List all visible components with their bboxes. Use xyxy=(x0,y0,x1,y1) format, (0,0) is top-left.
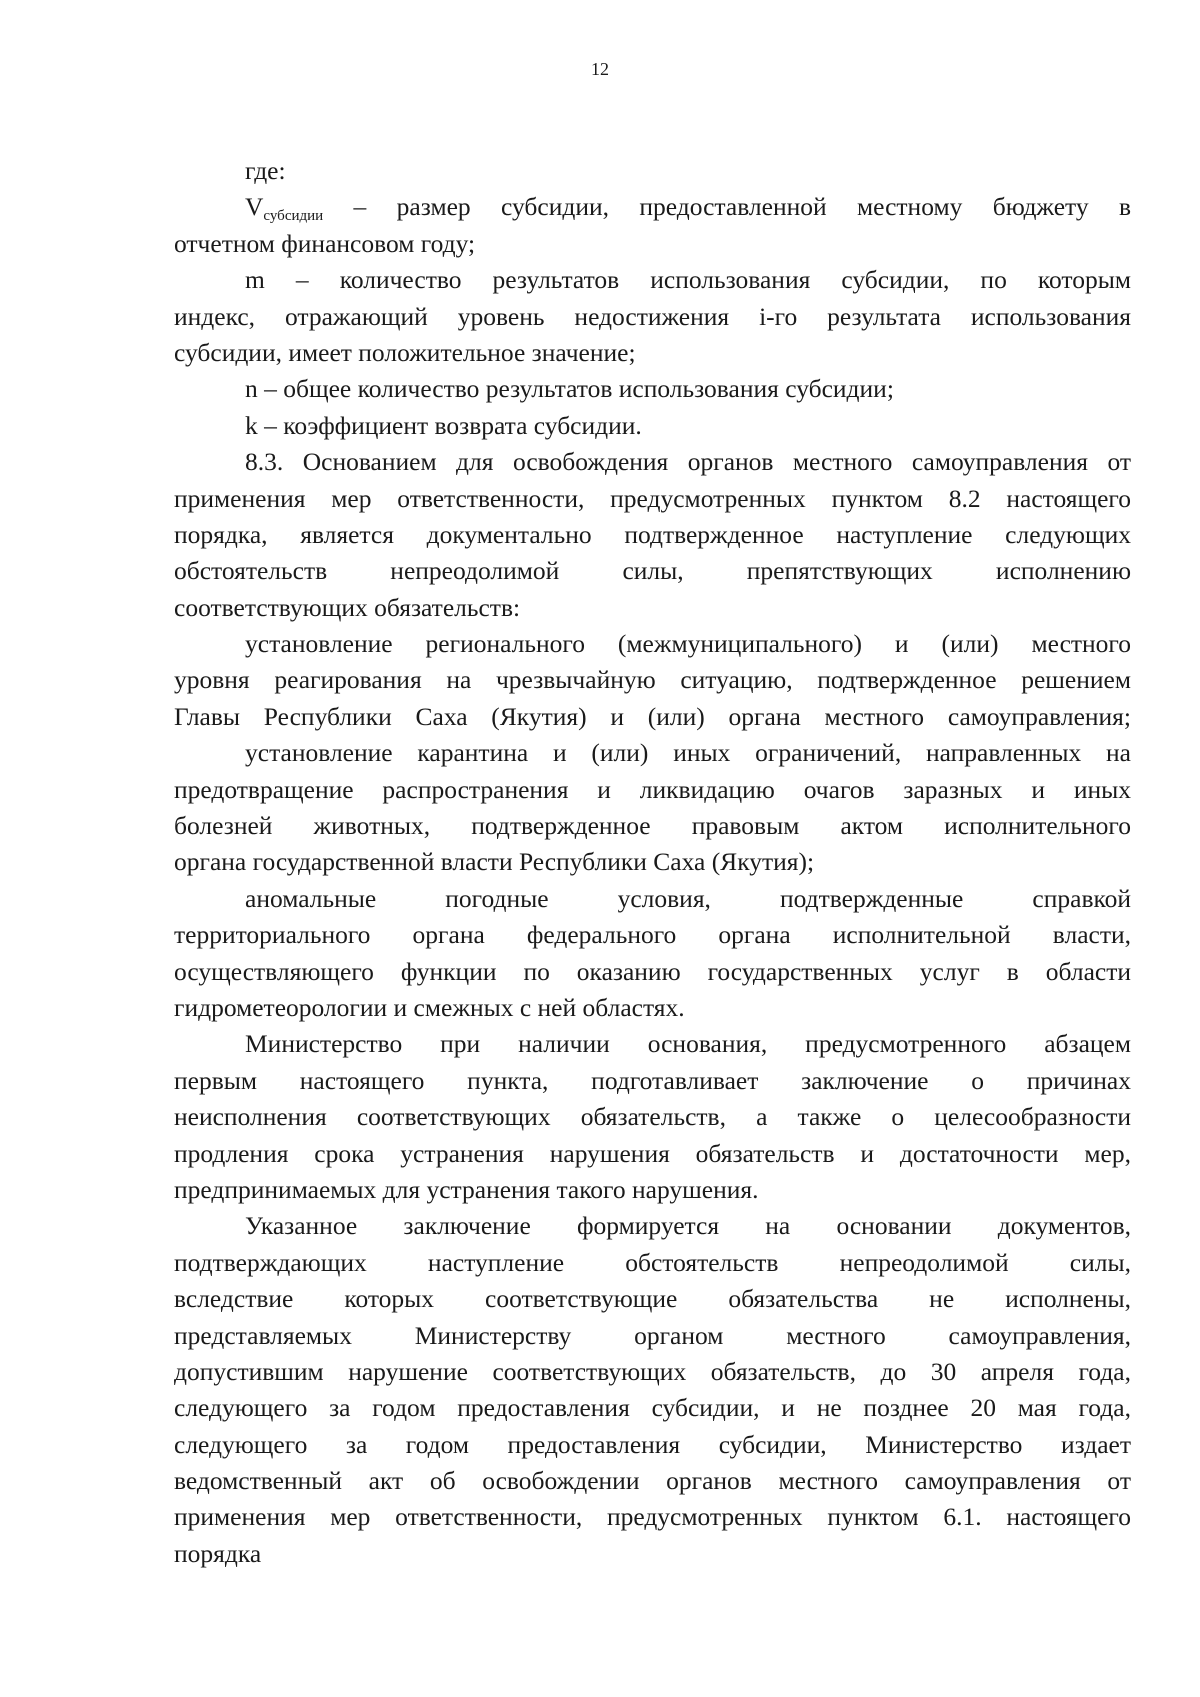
text-line-content: соответствующих обязательств: xyxy=(174,592,521,622)
text-line-content: подтверждающих наступление обстоятельств непреодолимой силы, xyxy=(174,1247,1131,1277)
text-line xyxy=(174,735,1131,771)
text-line xyxy=(174,1499,1131,1535)
text-line xyxy=(174,335,1131,371)
text-line-content: допустившим нарушение соответствующих обязательств, до 30 апреля года, xyxy=(174,1356,1131,1386)
text-line-content: представляемых Министерству органом местного самоуправления, xyxy=(174,1320,1131,1350)
text-line-content: неисполнения соответствующих обязательств, а также о целесообразности xyxy=(174,1102,1131,1132)
text-line xyxy=(174,699,1131,735)
text-line-content: порядка, является документально подтвержденное наступление следующих xyxy=(174,519,1131,549)
text-line xyxy=(174,590,1131,626)
text-line xyxy=(174,1390,1131,1426)
text-line xyxy=(174,1536,1131,1572)
text-line xyxy=(174,1172,1131,1208)
text-line-content: аномальные погодные условия, подтвержденные справкой xyxy=(245,883,1131,913)
text-line-content: уровня реагирования на чрезвычайную ситуацию, подтвержденное решением xyxy=(174,665,1131,695)
text-line-content: применения мер ответственности, предусмотренных пунктом 8.2 настоящего xyxy=(174,483,1131,513)
text-line xyxy=(174,1026,1131,1062)
text-line xyxy=(174,990,1131,1026)
text-line-content: следующего за годом предоставления субсидии, Министерство издает xyxy=(174,1429,1131,1459)
text-line-content: осуществляющего функции по оказанию государственных услуг в области xyxy=(174,956,1131,986)
text-line xyxy=(174,881,1131,917)
text-line xyxy=(174,917,1131,953)
text-line-content: обстоятельств непреодолимой силы, препятствующих исполнению xyxy=(174,556,1131,586)
text-line-content: вследствие которых соответствующие обязательства не исполнены, xyxy=(174,1284,1131,1314)
text-line-content: следующего за годом предоставления субсидии, и не позднее 20 мая года, xyxy=(174,1393,1131,1423)
text-line xyxy=(174,662,1131,698)
text-line-content: Министерство при наличии основания, предусмотренного абзацем xyxy=(245,1029,1131,1059)
text-line xyxy=(174,408,1131,444)
text-line xyxy=(174,481,1131,517)
text-line-content: отчетном финансовом году; xyxy=(174,228,476,258)
text-line-content: органа государственной власти Республики Саха (Якутия); xyxy=(174,847,815,877)
text-line xyxy=(174,626,1131,662)
text-line-content: k – коэффициент возврата субсидии. xyxy=(245,410,642,440)
text-line xyxy=(174,844,1131,880)
text-line xyxy=(174,1099,1131,1135)
text-line xyxy=(174,1318,1131,1354)
text-line-content: ведомственный акт об освобождении органов местного самоуправления от xyxy=(174,1466,1131,1496)
text-line-content: – размер субсидии, предоставленной местному бюджету в xyxy=(323,192,1131,222)
text-line-content: гидрометеорологии и смежных с ней областях. xyxy=(174,992,685,1022)
text-line xyxy=(174,1463,1131,1499)
page-number: 12 xyxy=(591,59,609,79)
text-line-content: применения мер ответственности, предусмотренных пунктом 6.1. настоящего xyxy=(174,1502,1131,1532)
text-line xyxy=(174,1281,1131,1317)
text-line-content: Главы Республики Саха (Якутия) и (или) органа местного самоуправления; xyxy=(174,701,1131,731)
text-line xyxy=(174,262,1131,298)
text-line-content: предпринимаемых для устранения такого нарушения. xyxy=(174,1174,759,1204)
text-line xyxy=(174,153,1131,189)
text-line xyxy=(174,1354,1131,1390)
text-line xyxy=(174,517,1131,553)
text-line-content: m – количество результатов использования субсидии, по которым xyxy=(245,265,1131,295)
text-line xyxy=(174,1063,1131,1099)
formula-variable-subscript: субсидии xyxy=(263,208,324,225)
text-line xyxy=(174,444,1131,480)
text-line xyxy=(174,954,1131,990)
text-line xyxy=(174,772,1131,808)
text-line xyxy=(174,299,1131,335)
text-line-content: субсидии, имеет положительное значение; xyxy=(174,337,636,367)
text-line-content: предотвращение распространения и ликвидацию очагов заразных и иных xyxy=(174,774,1131,804)
text-line-content: порядка xyxy=(174,1538,262,1568)
text-line xyxy=(174,226,1131,262)
text-line-content: установление карантина и (или) иных ограничений, направленных на xyxy=(245,738,1131,768)
text-line-content: продления срока устранения нарушения обязательств и достаточности мер, xyxy=(174,1138,1131,1168)
formula-variable-symbol: V xyxy=(245,192,264,222)
text-line xyxy=(174,553,1131,589)
text-line xyxy=(174,1136,1131,1172)
text-line-content: 8.3. Основанием для освобождения органов местного самоуправления от xyxy=(245,447,1131,477)
text-line-content: Указанное заключение формируется на основании документов, xyxy=(245,1211,1131,1241)
text-line-content: первым настоящего пункта, подготавливает заключение о причинах xyxy=(174,1065,1131,1095)
document-body xyxy=(174,153,1131,1572)
text-line-content: индекс, отражающий уровень недостижения i-го результата использования xyxy=(174,301,1131,331)
text-line-content: болезней животных, подтвержденное правовым актом исполнительного xyxy=(174,811,1131,841)
text-line-content: установление регионального (межмуниципального) и (или) местного xyxy=(245,629,1131,659)
text-line-content: территориального органа федерального органа исполнительной власти, xyxy=(174,920,1131,950)
text-line xyxy=(174,1427,1131,1463)
text-line-content: где: xyxy=(245,156,286,185)
text-line xyxy=(174,189,1131,225)
text-line xyxy=(174,808,1131,844)
text-line xyxy=(174,1208,1131,1244)
text-line xyxy=(174,371,1131,407)
text-line-content: n – общее количество результатов использования субсидии; xyxy=(245,374,894,404)
text-line xyxy=(174,1245,1131,1281)
